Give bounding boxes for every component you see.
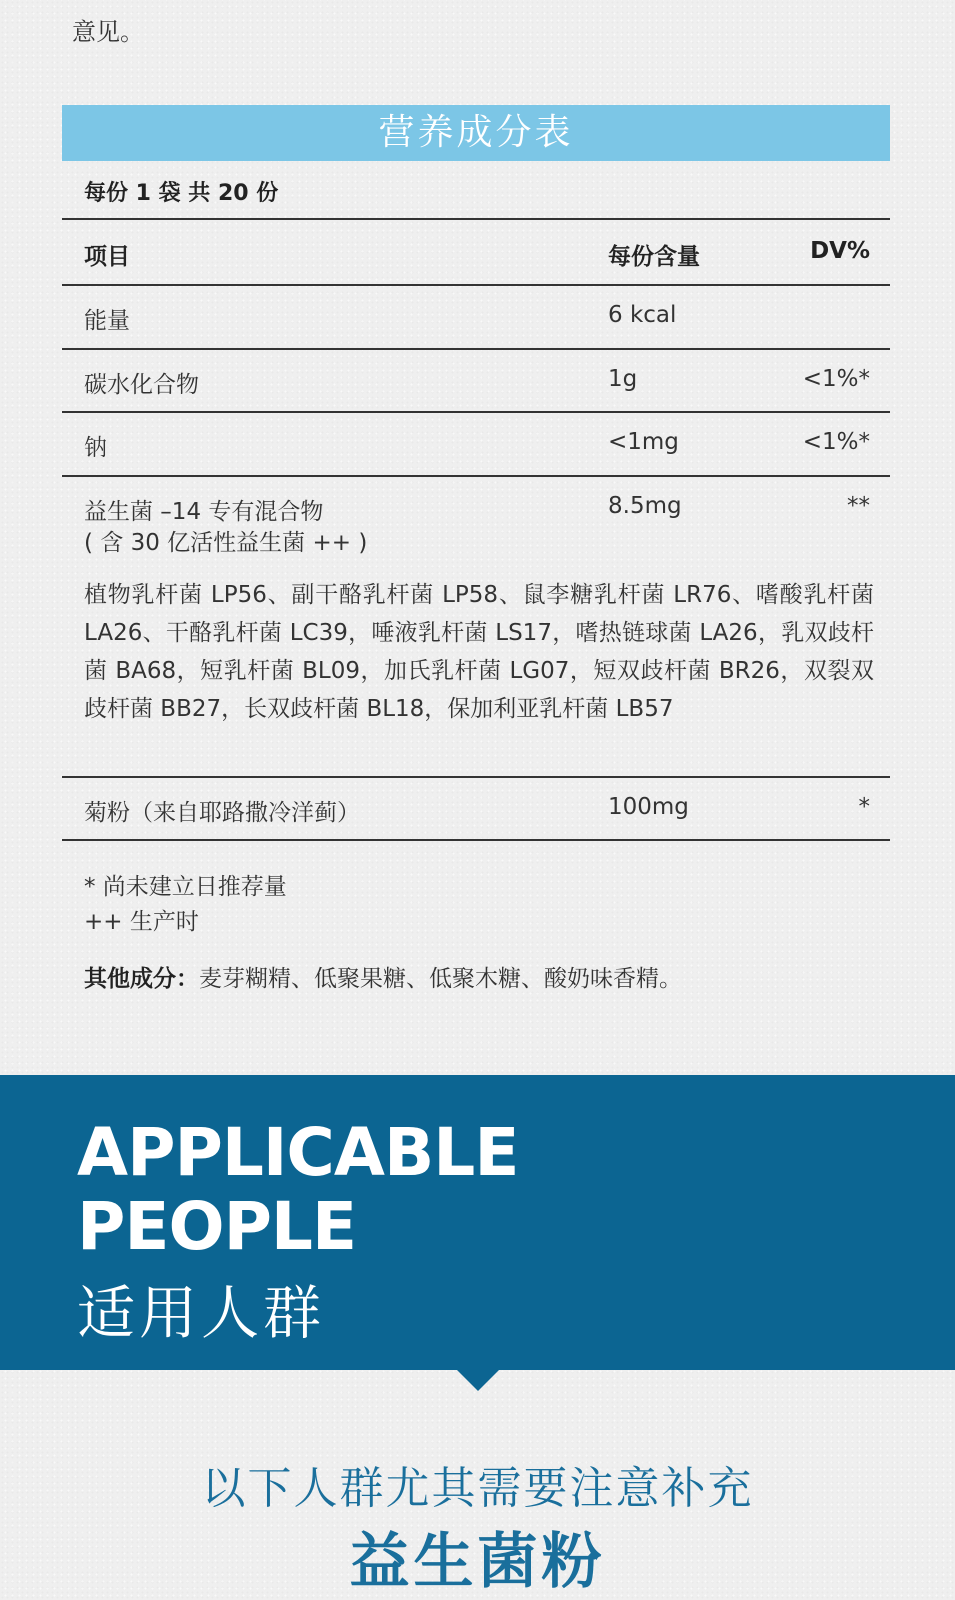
footnote-dv: * 尚未建立日推荐量 <box>84 874 287 900</box>
banner-notch <box>456 1369 500 1391</box>
row-probiotic-dv: ** <box>847 493 870 519</box>
row-probiotic-amount: 8.5mg <box>608 493 682 519</box>
section-title-en-line2: PEOPLE <box>77 1188 357 1265</box>
row-inulin-dv: * <box>858 794 870 820</box>
row-energy-amount: 6 kcal <box>608 302 677 328</box>
probiotic-strain-list: 植物乳杆菌 LP56、副干酪乳杆菌 LP58、鼠李糖乳杆菌 LR76、嗜酸乳杆菌 LA26、干酪乳杆菌 LC39，唾液乳杆菌 LS17，嗜热链球菌 LA26，乳双歧杆菌 BA68，短乳杆菌 BL09，加氏乳杆菌 LG07，短双歧杆菌 BR26，双裂双歧杆菌 BB27，长双歧杆菌 BL18，保加利亚乳杆菌 LB57 <box>84 582 874 722</box>
other-ingredients <box>84 960 682 993</box>
table-divider <box>62 411 890 413</box>
table-divider <box>62 218 890 220</box>
row-carbs-dv: <1%* <box>802 366 870 392</box>
row-inulin-amount: 100mg <box>608 794 689 820</box>
row-energy-item: 能量 <box>84 308 130 334</box>
other-ingredients-value: 麦芽糊精、低聚果糖、低聚木糖、酸奶味香精。 <box>199 966 682 992</box>
header-dv: DV% <box>810 238 870 264</box>
section-title-cn: 适用人群 <box>77 1279 326 1347</box>
nutrition-table-title: 营养成分表 <box>62 105 890 161</box>
row-sodium-amount: <1mg <box>608 429 679 455</box>
header-amount: 每份含量 <box>608 244 700 270</box>
table-divider <box>62 839 890 841</box>
row-carbs-amount: 1g <box>608 366 638 392</box>
table-divider <box>62 475 890 477</box>
subtitle-line1: 以下人群尤其需要注意补充 <box>201 1463 754 1514</box>
footnote-production: ++ 生产时 <box>84 909 199 935</box>
serving-info: 每份 1 袋 共 20 份 <box>84 181 279 206</box>
table-divider <box>62 348 890 350</box>
table-divider <box>62 284 890 286</box>
row-probiotic-item: 益生菌 –14 专有混合物 <box>84 499 324 525</box>
section-title-en <box>77 1116 518 1264</box>
row-sodium-item: 钠 <box>84 435 107 461</box>
row-carbs-item: 碳水化合物 <box>84 372 199 398</box>
intro-text-tail: 意见。 <box>72 18 144 46</box>
row-inulin-item: 菊粉（来自耶路撒冷洋蓟） <box>84 800 360 826</box>
row-probiotic-sub: ( 含 30 亿活性益生菌 ++ ) <box>84 530 368 556</box>
header-item: 项目 <box>84 244 130 270</box>
subtitle-line2: 益生菌粉 <box>349 1527 606 1597</box>
other-ingredients-label: 其他成分： <box>84 966 199 992</box>
section-title-en-line1: APPLICABLE <box>77 1114 519 1191</box>
table-divider <box>62 776 890 778</box>
row-sodium-dv: <1%* <box>802 429 870 455</box>
